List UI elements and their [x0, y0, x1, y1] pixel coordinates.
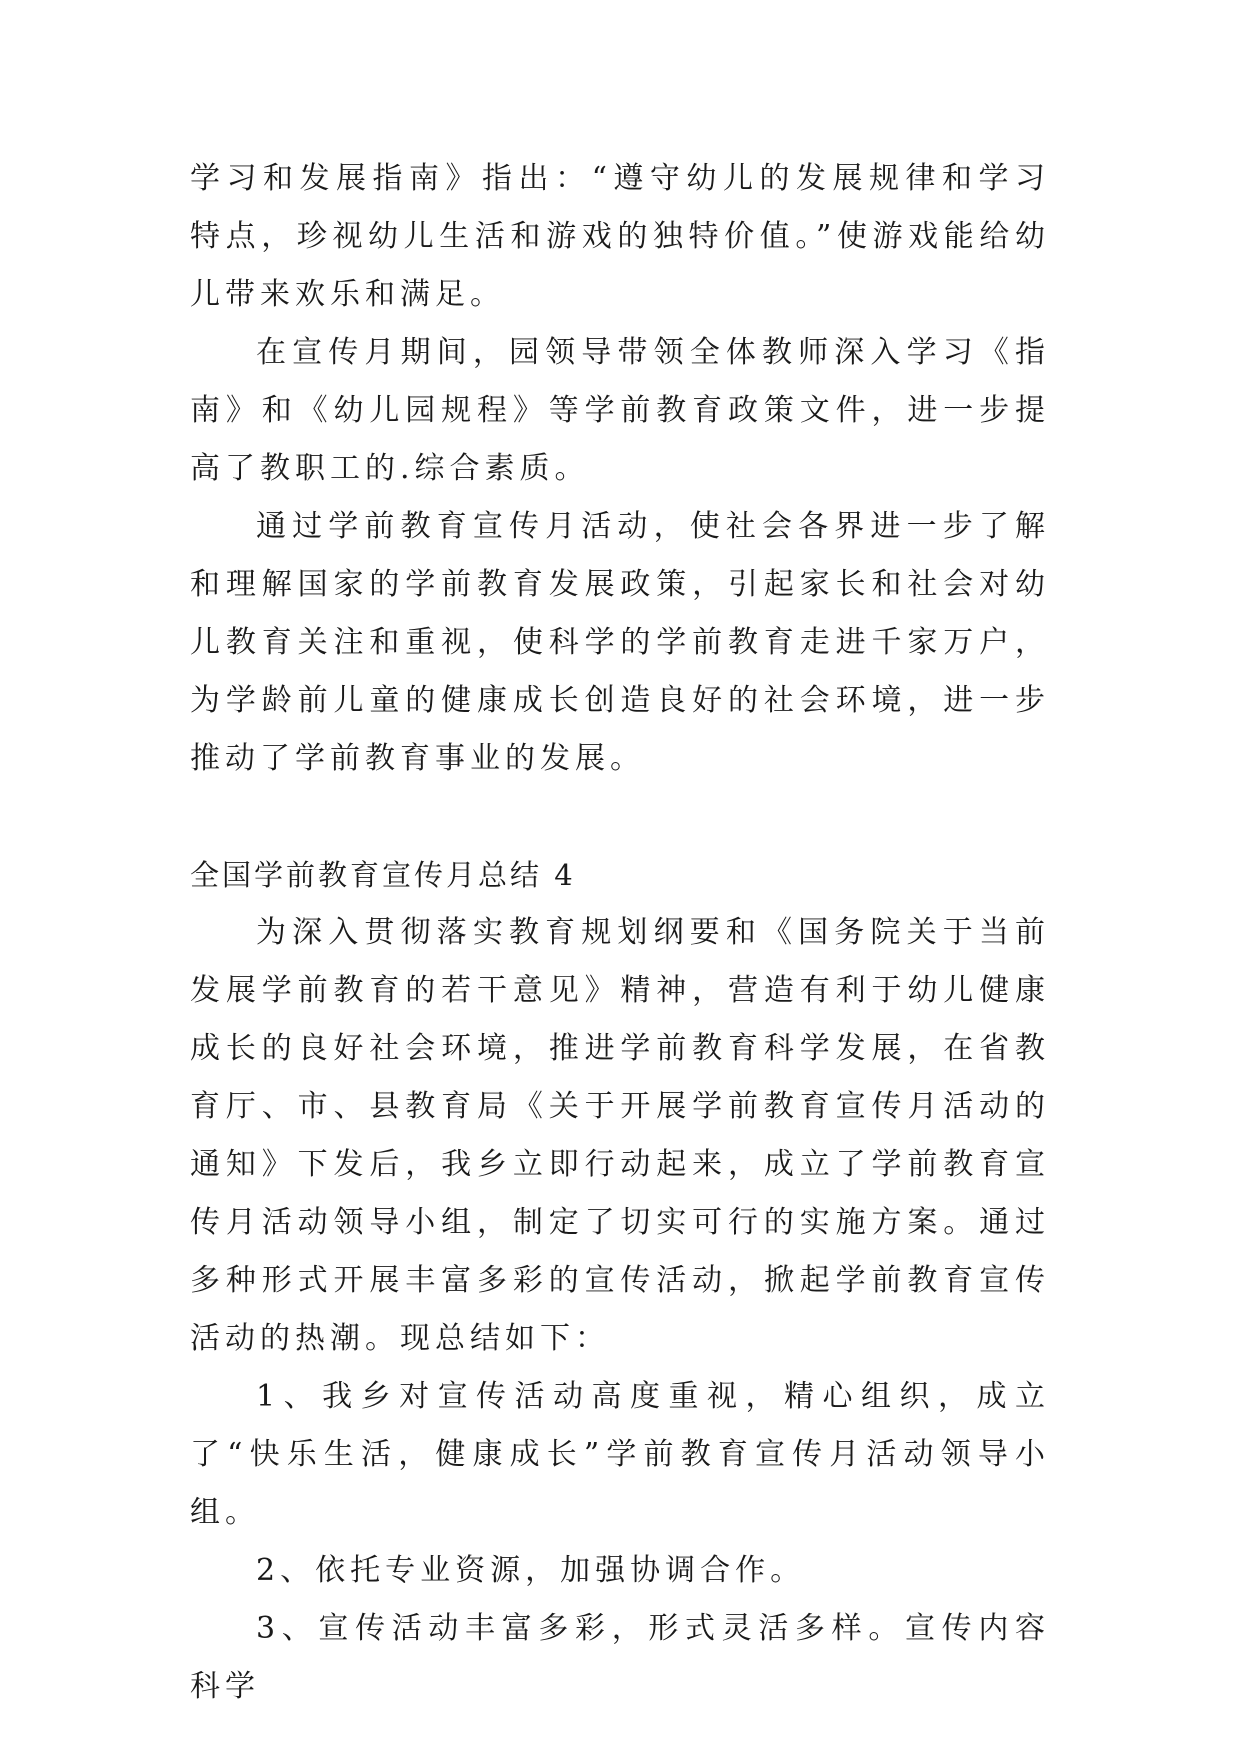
paragraph-campaign-effect: 通过学前教育宣传月活动，使社会各界进一步了解和理解国家的学前教育发展政策，引起家长和社会对幼儿教育关注和重视，使科学的学前教育走进千家万户，为学龄前儿童的健康成长创造良好的社会环境，进一步推动了学前教育事业的发展。	[190, 509, 1050, 776]
paragraph-guide-quote: 学习和发展指南》指出：“遵守幼儿的发展规律和学习特点，珍视幼儿生活和游戏的独特价值。”使游戏能给幼儿带来欢乐和满足。	[190, 161, 1050, 312]
paragraph-intro: 为深入贯彻落实教育规划纲要和《国务院关于当前发展学前教育的若干意见》精神，营造有利于幼儿健康成长的良好社会环境，推进学前教育科学发展，在省教育厅、市、县教育局《关于开展学前教育宣传月活动的通知》下发后，我乡立即行动起来，成立了学前教育宣传月活动领导小组，制定了切实可行的实施方案。通过多种形式开展丰富多彩的宣传活动，掀起学前教育宣传活动的热潮。现总结如下：	[190, 915, 1050, 1356]
list-item-2: 2、依托专业资源，加强协调合作。	[256, 1553, 806, 1588]
document-page	[190, 150, 1050, 1716]
section-title: 全国学前教育宣传月总结 4	[190, 858, 576, 892]
list-item-3: 3、宣传活动丰富多彩，形式灵活多样。宣传内容科学	[190, 1611, 1050, 1704]
paragraph-study-month: 在宣传月期间，园领导带领全体教师深入学习《指南》和《幼儿园规程》等学前教育政策文件，进一步提高了教职工的.综合素质。	[190, 335, 1050, 486]
list-item-1: 1、我乡对宣传活动高度重视，精心组织，成立了“快乐生活，健康成长”学前教育宣传月活动领导小组。	[190, 1379, 1050, 1530]
